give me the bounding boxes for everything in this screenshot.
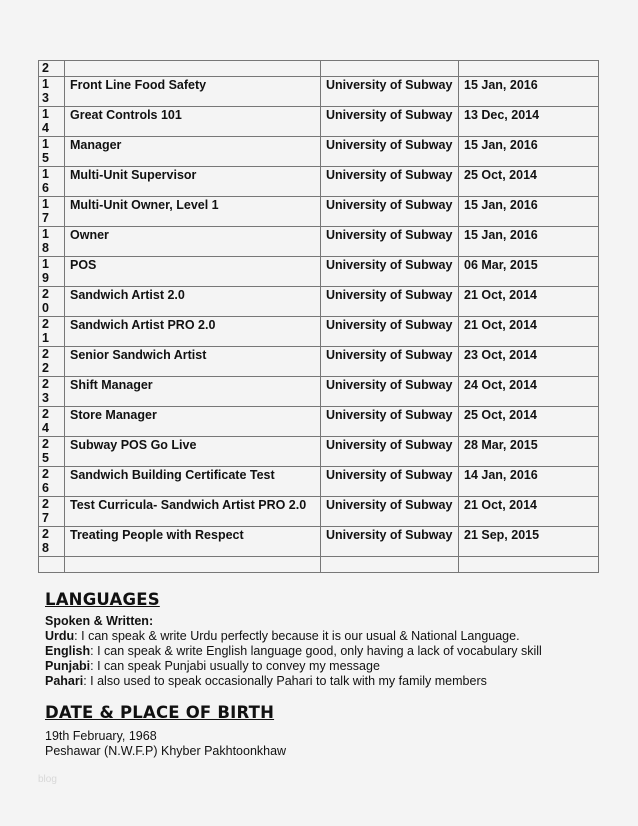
- row-number: 1 6: [39, 166, 65, 196]
- completion-date: 25 Oct, 2014: [459, 406, 599, 436]
- completion-date: 06 Mar, 2015: [459, 256, 599, 286]
- birth-section: [45, 703, 274, 722]
- course-name: Senior Sandwich Artist: [65, 346, 321, 376]
- row-number: 2 1: [39, 316, 65, 346]
- completion-date: 28 Mar, 2015: [459, 436, 599, 466]
- table-row: [39, 526, 599, 556]
- table-row: [39, 61, 599, 77]
- languages-list: [45, 614, 542, 689]
- completion-date: 15 Jan, 2016: [459, 226, 599, 256]
- course-name: Sandwich Artist PRO 2.0: [65, 316, 321, 346]
- course-name: POS: [65, 256, 321, 286]
- completion-date: 15 Jan, 2016: [459, 136, 599, 166]
- completion-date: 24 Oct, 2014: [459, 376, 599, 406]
- completion-date: 25 Oct, 2014: [459, 166, 599, 196]
- table-row: [39, 76, 599, 106]
- course-name: Front Line Food Safety: [65, 76, 321, 106]
- row-number: 1 7: [39, 196, 65, 226]
- completion-date: 14 Jan, 2016: [459, 466, 599, 496]
- course-name: Treating People with Respect: [65, 526, 321, 556]
- provider: University of Subway: [321, 436, 459, 466]
- row-number: 2 7: [39, 496, 65, 526]
- course-name: Multi-Unit Owner, Level 1: [65, 196, 321, 226]
- course-name: Multi-Unit Supervisor: [65, 166, 321, 196]
- provider: University of Subway: [321, 136, 459, 166]
- language-description: : I can speak & write English language good, only having a lack of vocabulary skill: [90, 644, 542, 658]
- language-name: Urdu: [45, 629, 75, 643]
- completion-date: 15 Jan, 2016: [459, 196, 599, 226]
- provider: University of Subway: [321, 376, 459, 406]
- row-number: 1 3: [39, 76, 65, 106]
- row-number: 1 5: [39, 136, 65, 166]
- completion-date: 13 Dec, 2014: [459, 106, 599, 136]
- course-name: Manager: [65, 136, 321, 166]
- table-row: [39, 286, 599, 316]
- language-item: [45, 674, 542, 689]
- language-item: [45, 629, 542, 644]
- language-name: English: [45, 644, 91, 658]
- birth-place: Peshawar (N.W.F.P) Khyber Pakhtoonkhaw: [45, 744, 287, 758]
- completion-date: 21 Oct, 2014: [459, 286, 599, 316]
- provider: University of Subway: [321, 316, 459, 346]
- birth-heading: DATE & PLACE OF BIRTH: [45, 703, 275, 722]
- table-row: [39, 196, 599, 226]
- table-row: [39, 436, 599, 466]
- language-name: Pahari: [45, 674, 84, 688]
- provider: University of Subway: [321, 286, 459, 316]
- provider: University of Subway: [321, 106, 459, 136]
- language-item: [45, 644, 542, 659]
- row-number: 1 9: [39, 256, 65, 286]
- course-name: Sandwich Building Certificate Test: [65, 466, 321, 496]
- provider: University of Subway: [321, 526, 459, 556]
- provider: University of Subway: [321, 166, 459, 196]
- course-name: Store Manager: [65, 406, 321, 436]
- table-row: [39, 316, 599, 346]
- table-row: [39, 466, 599, 496]
- table-row: [39, 346, 599, 376]
- course-name: Sandwich Artist 2.0: [65, 286, 321, 316]
- provider: University of Subway: [321, 226, 459, 256]
- row-number: 2 8: [39, 526, 65, 556]
- course-name: Great Controls 101: [65, 106, 321, 136]
- row-number: 2: [39, 61, 65, 77]
- language-description: : I can speak Punjabi usually to convey my message: [90, 659, 380, 673]
- table-row: [39, 226, 599, 256]
- completion-date: 21 Sep, 2015: [459, 526, 599, 556]
- row-number: 1 8: [39, 226, 65, 256]
- provider: University of Subway: [321, 256, 459, 286]
- row-number: 2 0: [39, 286, 65, 316]
- course-name: Test Curricula- Sandwich Artist PRO 2.0: [65, 496, 321, 526]
- row-number: 2 2: [39, 346, 65, 376]
- language-name: Punjabi: [45, 659, 91, 673]
- completion-date: 21 Oct, 2014: [459, 316, 599, 346]
- row-number: 1 4: [39, 106, 65, 136]
- provider: University of Subway: [321, 406, 459, 436]
- table-row: [39, 376, 599, 406]
- row-number: 2 6: [39, 466, 65, 496]
- completion-date: 21 Oct, 2014: [459, 496, 599, 526]
- table-row: [39, 106, 599, 136]
- course-name: Owner: [65, 226, 321, 256]
- provider: University of Subway: [321, 466, 459, 496]
- table-row-empty: [39, 556, 599, 572]
- table-row: [39, 406, 599, 436]
- completion-date: 23 Oct, 2014: [459, 346, 599, 376]
- languages-section: [45, 590, 160, 609]
- provider: University of Subway: [321, 346, 459, 376]
- birth-date: 19th February, 1968: [45, 729, 157, 743]
- watermark: blog: [38, 774, 57, 785]
- course-name: Shift Manager: [65, 376, 321, 406]
- completion-date: 15 Jan, 2016: [459, 76, 599, 106]
- language-description: : I can speak & write Urdu perfectly because it is our usual & National Language.: [74, 629, 520, 643]
- provider: University of Subway: [321, 496, 459, 526]
- provider: University of Subway: [321, 76, 459, 106]
- provider: University of Subway: [321, 196, 459, 226]
- certifications-table: [38, 60, 599, 573]
- table-row: [39, 496, 599, 526]
- languages-heading: LANGUAGES: [45, 590, 160, 609]
- birth-details: [45, 729, 286, 759]
- table-row: [39, 136, 599, 166]
- row-number: 2 5: [39, 436, 65, 466]
- language-item: [45, 659, 542, 674]
- table-row: [39, 256, 599, 286]
- table-row: [39, 166, 599, 196]
- language-description: : I also used to speak occasionally Pahari to talk with my family members: [83, 674, 487, 688]
- row-number: 2 3: [39, 376, 65, 406]
- row-number: 2 4: [39, 406, 65, 436]
- languages-subheading: Spoken & Written:: [45, 614, 154, 628]
- course-name: Subway POS Go Live: [65, 436, 321, 466]
